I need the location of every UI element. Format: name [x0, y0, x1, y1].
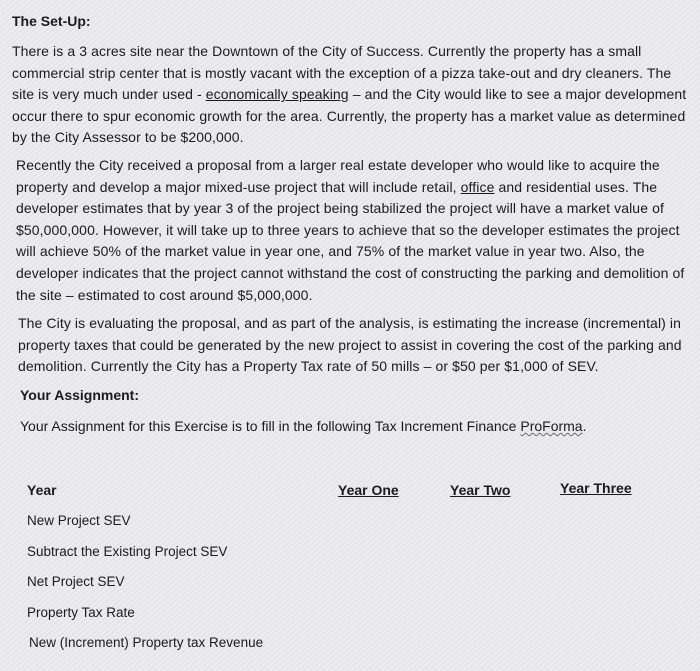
evaluation-paragraph: The City is evaluating the proposal, and as part of the analysis, is estimating the increase (incremental) in property taxes that could be generated by the new project to assist in covering the cost of the parking and demolition. Currently the City has a Property Tax rate of 50 mills – or $50 per $1,000 of SEV. — [18, 315, 682, 375]
assignment-heading: Your Assignment: — [20, 387, 140, 403]
setup-heading: The Set-Up: — [12, 13, 91, 29]
paragraph2-underlined-word: office — [460, 178, 495, 195]
assignment-text — [20, 418, 586, 434]
row-label-net-project-sev: Net Project SEV — [27, 574, 125, 589]
assignment-text-start: Your Assignment for this Exercise is to fill in the following Tax Increment Finance — [20, 418, 521, 434]
column-header-year-three: Year Three — [560, 480, 632, 496]
paragraph2-text-start: Recently the City received a proposal from a larger real estate developer who would like to acquire the property and develop a major mixed-use project that will include retail, — [16, 157, 660, 195]
table-row-header-year: Year — [27, 482, 57, 498]
column-header-year-one: Year One — [338, 482, 399, 498]
row-label-new-project-sev: New Project SEV — [27, 513, 131, 528]
paragraph1-text-end: – and the City would like to see a major development occur there to spur economic growth for the area. Currently, the property has a market value as determined by the City Assessor to be $200,000. — [12, 86, 687, 146]
column-header-year-two: Year Two — [450, 482, 511, 498]
row-label-subtract-existing-sev: Subtract the Existing Project SEV — [27, 544, 228, 559]
paragraph1-text-start: There is a 3 acres site near the Downtown of the City of Success. Currently the property has a small commercial strip center that is mostly vacant with the exception of a pizza take-out and dry cleaners. The site is very much under used - — [12, 43, 672, 103]
paragraph2-text-end: and residential uses. The developer estimates that by year 3 of the project being stabilized the project will have a market value of $50,000,000. However, it will take up to three years to achieve that so the developer estimates the project will achieve 50% of the market value in year one, and 75% of the market value in year two. Also, the developer indicates that the project cannot withstand the cost of constructing the parking and demolition of the site – estimated to cost around $5,000,000. — [16, 178, 685, 303]
setup-paragraph — [12, 41, 692, 149]
assignment-proforma-word: ProForma — [520, 418, 583, 434]
assignment-text-end: . — [582, 418, 587, 434]
paragraph1-underlined-phrase: economically speaking — [205, 86, 349, 103]
proposal-paragraph — [16, 155, 696, 306]
row-label-property-tax-rate: Property Tax Rate — [27, 605, 135, 620]
row-label-increment-tax-revenue: New (Increment) Property tax Revenue — [29, 635, 264, 650]
